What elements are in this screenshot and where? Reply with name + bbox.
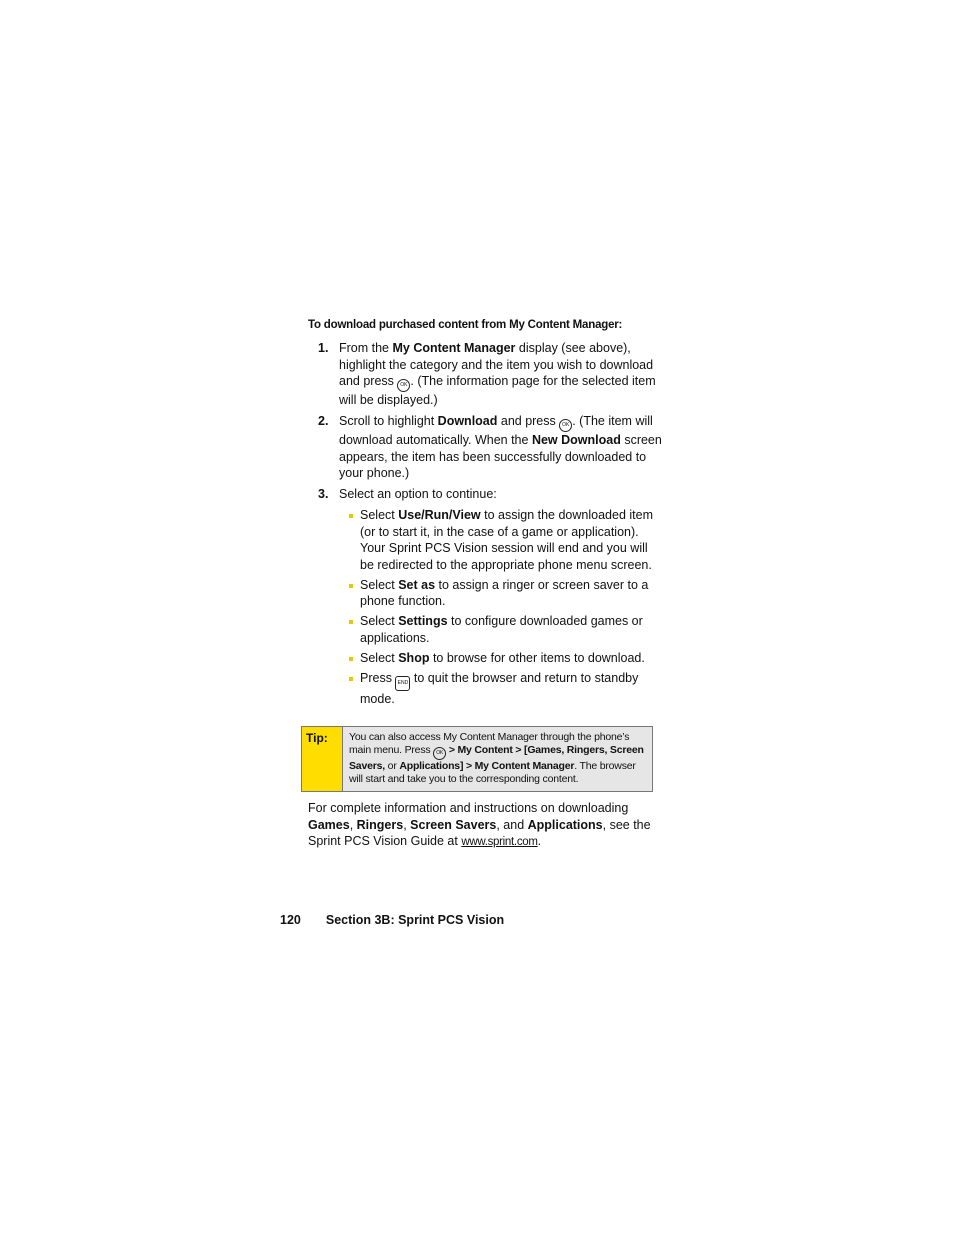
section-title: Section 3B: Sprint PCS Vision [325,913,505,927]
text-run: Select [360,577,399,592]
page-number: 120 [280,913,301,927]
sprint-link[interactable]: www.sprint.com [461,836,538,848]
text-run: Scroll to highlight [339,414,438,428]
ok-key-icon: OK [433,747,446,760]
text-run: Select [360,650,399,665]
text-run: For complete information and instructions on downloading [308,801,629,815]
bold-run: Screen Savers [410,817,497,832]
closing-paragraph [308,800,658,851]
list-item [347,613,663,646]
text-run: . [537,834,542,848]
bullet-text [360,507,663,573]
bullet-text [360,670,663,708]
bold-run: > My Content > [Games, Ringers, Screen Savers, [349,744,644,772]
step-2 [318,413,663,482]
text-run: to assign a ringer or screen saver to a phone function. [360,577,649,608]
bullet-text [360,613,663,646]
text-run: , [349,817,357,832]
list-item [347,650,663,667]
text-run: to configure downloaded games or applications. [360,614,643,645]
bullet-icon [347,507,360,573]
text-run: or [384,760,400,772]
list-item [347,670,663,708]
text-run: , and [496,817,528,832]
step-text [339,413,663,482]
text-run: . The browser will start and take you to the corresponding content. [349,760,636,785]
ok-key-icon: OK [559,419,572,432]
text-run: . (The item will download automatically. When the [339,414,653,447]
page-footer [280,913,504,927]
text-run: to assign the downloaded item (or to start it, in the case of a game or application). Your Sprint PCS Vision session will end and you will be redirected to the appropriate phone menu screen. [360,508,653,572]
text-run: You can also access My Content Manager through the phone’s main menu. Press [349,731,630,756]
text-run: , see the Sprint PCS Vision Guide at [308,817,651,848]
text-run: , [403,817,411,832]
end-key-icon: END [395,676,410,691]
bullet-text [360,650,663,667]
text-run: to quit the browser and return to standby mode. [360,670,639,706]
bullet-text [360,577,663,610]
bullet-icon [347,577,360,610]
list-item [347,507,663,573]
text-run: From the [339,341,393,355]
bold-run: Ringers [356,817,404,832]
bold-run: Settings [398,614,448,628]
bold-run: Set as [398,577,436,592]
text-run: Press [360,670,396,685]
bold-run: Applications [527,817,603,832]
step-number: 3. [318,487,329,501]
options-list [347,507,663,707]
bold-run: New Download [531,433,621,447]
tip-label: Tip: [302,727,343,791]
text-run: Select [360,614,399,628]
step-number: 2. [318,414,329,428]
text-run: . (The information page for the selected item will be displayed.) [339,374,656,407]
text-run: Select [360,508,399,522]
list-item [347,577,663,610]
bold-run: Shop [398,650,430,665]
bold-run: My Content Manager [392,341,516,355]
bullet-icon [347,650,360,667]
bold-run: Games [308,817,350,832]
text-run: to browse for other items to download. [429,650,645,665]
step-3 [318,486,663,503]
tip-box [301,726,653,792]
step-number: 1. [318,341,329,355]
bold-run: Use/Run/View [398,508,481,522]
step-1 [318,340,663,409]
text-run: display (see above), highlight the category and the item you wish to download and press [339,341,654,388]
ok-key-icon: OK [397,379,410,392]
text-run: screen appears, the item has been successfully downloaded to your phone.) [339,433,662,480]
steps-list [318,340,663,711]
bullet-icon [347,670,360,708]
bold-run: Applications] > My Content Manager [399,760,575,772]
step-text: Select an option to continue: [339,487,497,501]
step-text [339,340,663,409]
bold-run: Download [437,414,498,428]
tip-text [343,727,652,791]
text-run: and press [497,414,560,428]
bullet-icon [347,613,360,646]
procedure-heading: To download purchased content from My Content Manager: [308,319,623,331]
